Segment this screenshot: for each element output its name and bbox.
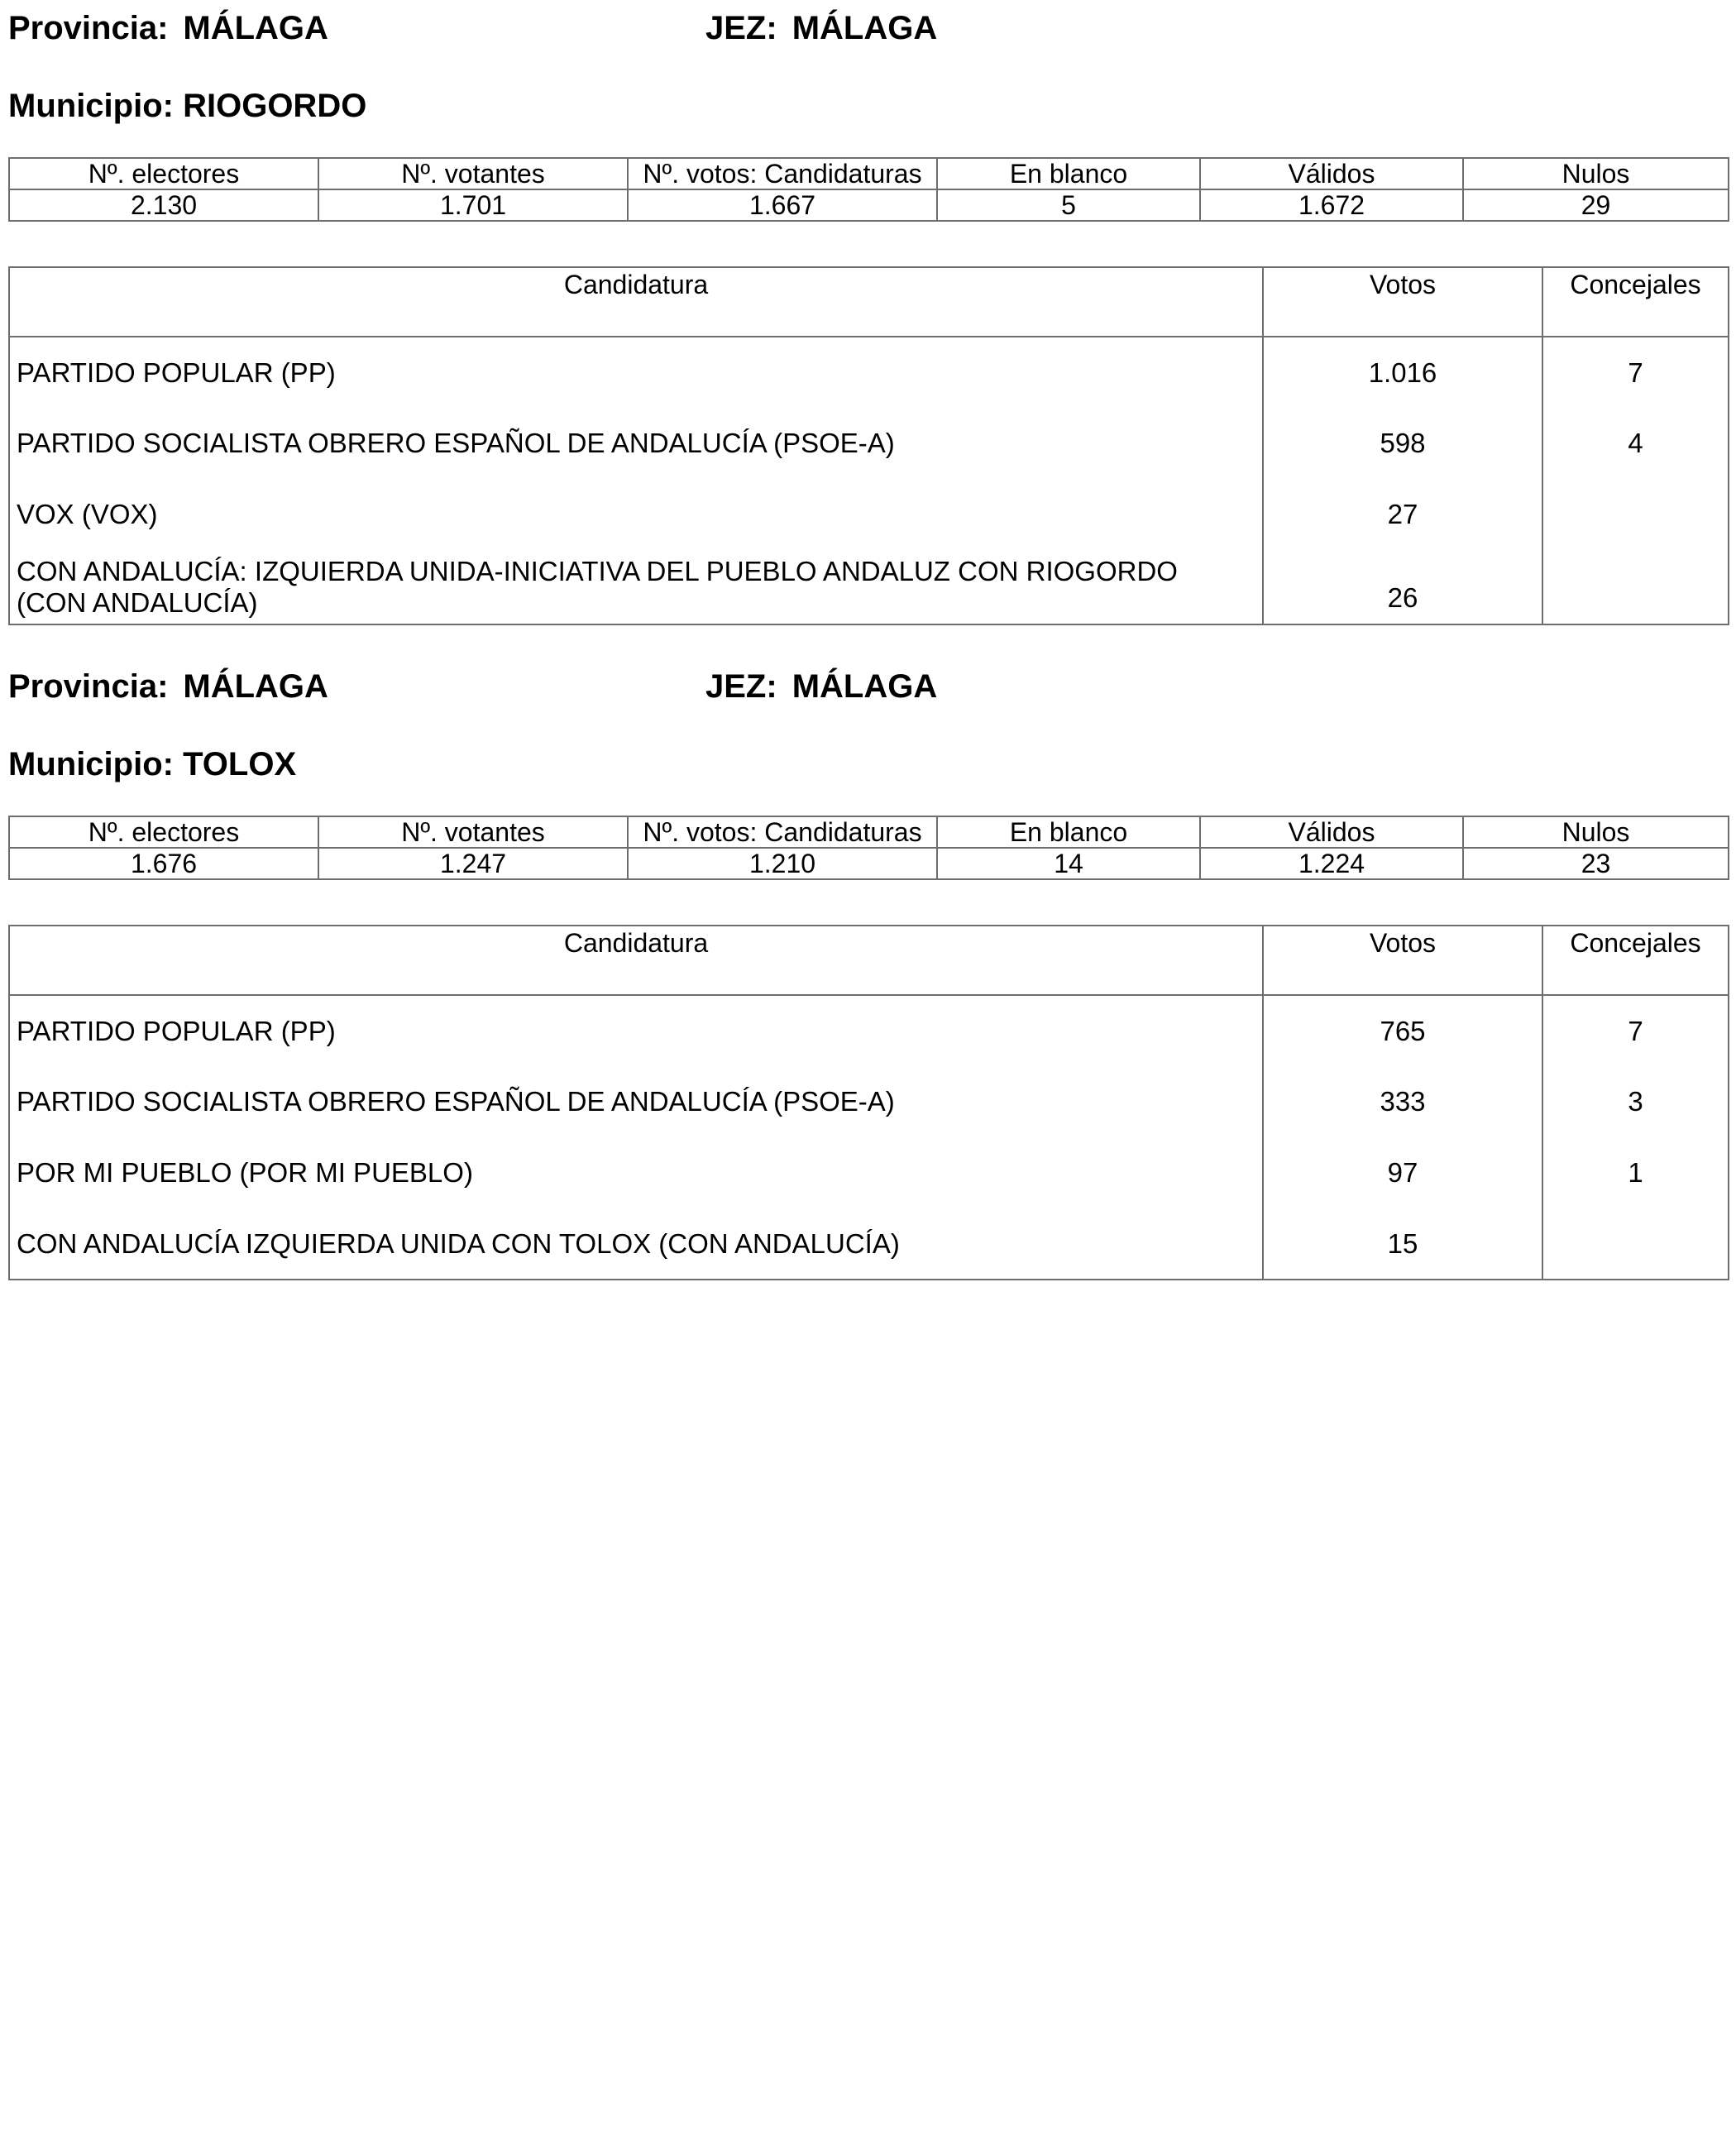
summary-value: 29 — [1463, 189, 1729, 221]
candidatura-name: CON ANDALUCÍA: IZQUIERDA UNIDA-INICIATIVA DEL PUEBLO ANDALUZ CON RIOGORDO (CON ANDALUCÍA) — [9, 550, 1263, 624]
candidatura-votos: 15 — [1263, 1208, 1542, 1280]
provincia-value: MÁLAGA — [183, 10, 328, 46]
summary-value: 1.667 — [628, 189, 937, 221]
concejales-header: Concejales — [1542, 926, 1729, 995]
summary-value: 1.210 — [628, 848, 937, 879]
candidaturas-header-row — [9, 267, 1729, 337]
candidatura-name: PARTIDO POPULAR (PP) — [9, 337, 1263, 408]
summary-header: Válidos — [1200, 158, 1463, 189]
summary-value: 14 — [937, 848, 1200, 879]
candidatura-votos: 598 — [1263, 408, 1542, 479]
candidatura-name: VOX (VOX) — [9, 479, 1263, 550]
provincia-label: Provincia: — [8, 10, 169, 46]
summary-value: 1.224 — [1200, 848, 1463, 879]
candidatura-name: PARTIDO POPULAR (PP) — [9, 995, 1263, 1066]
jez-value: MÁLAGA — [791, 10, 938, 46]
candidatura-name: POR MI PUEBLO (POR MI PUEBLO) — [9, 1137, 1263, 1208]
summary-header: Nº. votantes — [318, 158, 628, 189]
candidatura-concejales: 7 — [1542, 995, 1729, 1066]
summary-header: Nulos — [1463, 816, 1729, 848]
summary-value: 1.247 — [318, 848, 628, 879]
candidatura-votos: 765 — [1263, 995, 1542, 1066]
candidatura-name: PARTIDO SOCIALISTA OBRERO ESPAÑOL DE ANDALUCÍA (PSOE-A) — [9, 408, 1263, 479]
provincia-value: MÁLAGA — [183, 668, 328, 705]
provincia-line — [8, 12, 328, 45]
jez-value: MÁLAGA — [791, 668, 938, 705]
candidaturas-table — [8, 925, 1729, 1280]
summary-header: Nº. votos: Candidaturas — [628, 816, 937, 848]
table-row — [9, 337, 1729, 408]
candidatura-concejales — [1542, 1208, 1729, 1280]
summary-header-row — [9, 816, 1729, 848]
municipio-value: TOLOX — [183, 746, 297, 782]
summary-header: Válidos — [1200, 816, 1463, 848]
municipio-value: RIOGORDO — [183, 88, 367, 124]
table-row — [9, 479, 1729, 550]
table-row — [9, 995, 1729, 1066]
summary-header: Nº. votantes — [318, 816, 628, 848]
candidatura-concejales: 1 — [1542, 1137, 1729, 1208]
municipio-line — [8, 89, 366, 122]
candidaturas-header-row — [9, 926, 1729, 995]
summary-value: 23 — [1463, 848, 1729, 879]
candidatura-votos: 26 — [1263, 550, 1542, 624]
summary-value: 1.676 — [9, 848, 318, 879]
summary-header-row — [9, 158, 1729, 189]
candidatura-votos: 27 — [1263, 479, 1542, 550]
summary-value-row — [9, 189, 1729, 221]
summary-header: Nº. electores — [9, 158, 318, 189]
candidatura-header: Candidatura — [9, 267, 1263, 337]
table-row — [9, 1137, 1729, 1208]
votos-header: Votos — [1263, 926, 1542, 995]
municipio-label: Municipio: — [8, 88, 174, 124]
candidatura-concejales — [1542, 479, 1729, 550]
summary-table — [8, 157, 1729, 222]
candidatura-votos: 97 — [1263, 1137, 1542, 1208]
summary-value: 2.130 — [9, 189, 318, 221]
candidatura-name: CON ANDALUCÍA IZQUIERDA UNIDA CON TOLOX (CON ANDALUCÍA) — [9, 1208, 1263, 1280]
summary-value: 1.701 — [318, 189, 628, 221]
summary-value: 5 — [937, 189, 1200, 221]
table-row — [9, 408, 1729, 479]
candidaturas-table — [8, 266, 1729, 625]
summary-table — [8, 816, 1729, 880]
jez-line — [705, 12, 937, 45]
municipio-label: Municipio: — [8, 746, 174, 782]
candidatura-name: PARTIDO SOCIALISTA OBRERO ESPAÑOL DE ANDALUCÍA (PSOE-A) — [9, 1066, 1263, 1137]
municipio-line — [8, 748, 296, 781]
table-row — [9, 550, 1729, 624]
jez-line — [705, 670, 937, 703]
candidatura-concejales: 7 — [1542, 337, 1729, 408]
table-row — [9, 1208, 1729, 1280]
provincia-label: Provincia: — [8, 668, 169, 705]
summary-value: 1.672 — [1200, 189, 1463, 221]
candidatura-concejales — [1542, 550, 1729, 624]
summary-header: En blanco — [937, 816, 1200, 848]
summary-value-row — [9, 848, 1729, 879]
candidatura-votos: 333 — [1263, 1066, 1542, 1137]
jez-label: JEZ: — [705, 10, 777, 46]
summary-header: Nº. electores — [9, 816, 318, 848]
table-row — [9, 1066, 1729, 1137]
votos-header: Votos — [1263, 267, 1542, 337]
provincia-line — [8, 670, 328, 703]
candidatura-header: Candidatura — [9, 926, 1263, 995]
candidatura-concejales: 3 — [1542, 1066, 1729, 1137]
candidatura-concejales: 4 — [1542, 408, 1729, 479]
summary-header: Nulos — [1463, 158, 1729, 189]
jez-label: JEZ: — [705, 668, 777, 705]
summary-header: En blanco — [937, 158, 1200, 189]
summary-header: Nº. votos: Candidaturas — [628, 158, 937, 189]
candidatura-votos: 1.016 — [1263, 337, 1542, 408]
concejales-header: Concejales — [1542, 267, 1729, 337]
